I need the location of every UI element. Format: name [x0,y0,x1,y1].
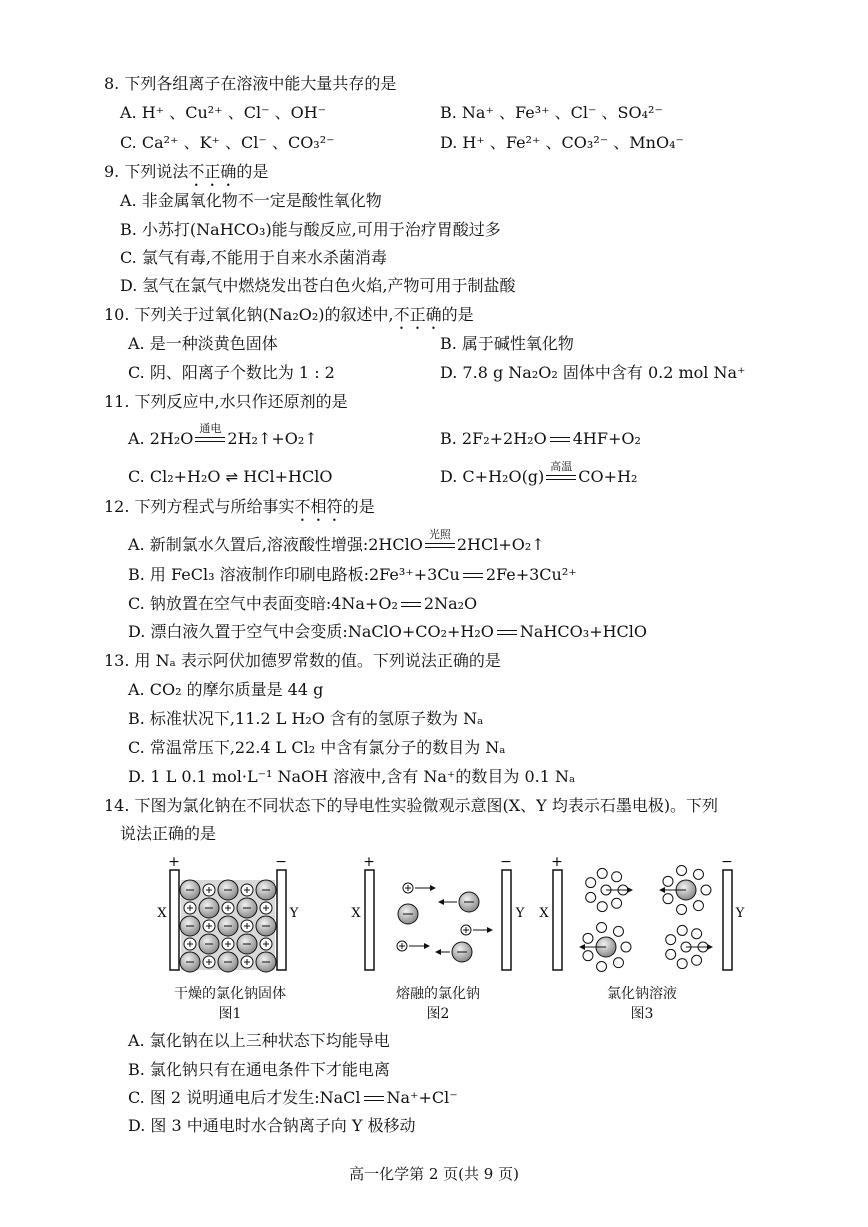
q12-option-b: B. 用 FeCl₃ 溶液制作印刷电路板:2Fe³⁺+3Cu 2Fe+3Cu²⁺ [128,565,577,584]
figure3-y: Y [735,906,745,921]
q13-stem: 13. 用 Nₐ 表示阿伏加德罗常数的值。下列说法正确的是 [104,651,501,670]
water-molecule [666,949,676,959]
water-molecule [677,959,687,969]
water-molecule [693,869,703,879]
figure2-x: X [351,906,361,921]
q14-option-b: B. 氯化钠只有在通电条件下才能电离 [128,1060,390,1079]
water-molecule [583,951,593,961]
figure3-minus: − [721,854,733,870]
q13-option-c: C. 常温常压下,22.4 L Cl₂ 中含有氯分子的数目为 Nₐ [128,738,506,757]
q10-option-c: C. 阴、阳离子个数比为 1 : 2 [128,363,335,382]
water-molecule [693,901,703,911]
q9-stem: 9. 下列说法不正确的是 [104,162,269,181]
water-molecule [597,961,607,971]
figure1-lattice [180,880,276,972]
water-molecule [612,872,622,882]
q11-option-b: B. 2F₂+2H₂O 4HF+O₂ [440,429,641,448]
figure2-plus: + [363,854,375,870]
figure3-x: X [539,906,549,921]
q10-option-a: A. 是一种淡黄色固体 [128,334,278,353]
figure1-caption: 干燥的氯化钠固体 图1 [140,983,320,1023]
figure3-label: 图3 [630,1006,654,1022]
q13-option-b: B. 标准状况下,11.2 L H₂O 含有的氢原子数为 Nₐ [128,709,484,728]
water-molecule [677,904,687,914]
q12-option-c: C. 钠放置在空气中表面变暗:4Na+O₂ 2Na₂O [128,594,478,613]
water-molecule [677,925,687,935]
water-molecule [597,923,607,933]
q14-option-c: C. 图 2 说明通电后才发生:NaCl Na⁺+Cl⁻ [128,1088,458,1107]
q14-option-d: D. 图 3 中通电时水合钠离子向 Y 极移动 [128,1116,416,1135]
q8-option-d: D. H⁺ 、Fe²⁺ 、CO₃²⁻ 、MnO₄⁻ [440,133,684,152]
figure3-solution [539,854,744,970]
water-molecule [692,955,702,965]
q14-stem-line2: 说法正确的是 [120,824,217,843]
water-molecule [677,866,687,876]
water-molecule [597,868,607,878]
q8-option-c: C. Ca²⁺ 、K⁺ 、Cl⁻ 、CO₃²⁻ [120,133,335,152]
water-molecule [663,876,673,886]
figure2-minus: − [500,854,512,870]
q9-emphasis: 不正确 [188,162,237,181]
water-molecule [612,898,622,908]
q13-option-a: A. CO₂ 的摩尔质量是 44 g [128,680,324,699]
figure1-minus: − [275,854,287,870]
figure3-caption: 氯化钠溶液 图3 [552,983,732,1023]
water-molecule [586,878,596,888]
water-molecule [666,935,676,945]
figure2-molten [351,854,524,970]
figure3-hydrated-ions [580,866,712,972]
q10-stem: 10. 下列关于过氧化钠(Na₂O₂)的叙述中,不正确的是 [104,305,474,324]
q12-option-a: A. 新制氯水久置后,溶液酸性增强:2HClO 光照 2HCl+O₂↑ [128,527,545,554]
figure1-label: 图1 [218,1006,242,1022]
q8-option-b: B. Na⁺ 、Fe³⁺ 、Cl⁻ 、SO₄²⁻ [440,103,663,122]
q12-stem: 12. 下列方程式与所给事实不相符的是 [104,497,375,516]
q8-option-a: A. H⁺ 、Cu²⁺ 、Cl⁻ 、OH⁻ [120,103,327,122]
water-molecule [586,892,596,902]
figure2-y: Y [515,906,525,921]
water-molecule [597,902,607,912]
q10-option-b: B. 属于碱性氧化物 [440,334,574,353]
figure2-caption: 熔融的氯化钠 图2 [348,983,528,1023]
q9-option-a: A. 非金属氧化物不一定是酸性氧化物 [120,191,382,210]
figure1-y: Y [289,906,299,921]
q12-emphasis: 不相符 [294,497,343,516]
q11-option-d: D. C+H₂O(g) 高温 CO+H₂ [440,459,638,486]
figure1-x: X [157,906,167,921]
q9-option-d: D. 氢气在氯气中燃烧发出苍白色火焰,产物可用于制盐酸 [120,276,516,295]
q10-emphasis: 不正确 [393,305,442,324]
figure2-label: 图2 [426,1006,450,1022]
figure1-plus: + [168,854,180,870]
water-molecule [583,933,593,943]
q8-stem: 8. 下列各组离子在溶液中能大量共存的是 [104,74,397,93]
water-molecule [613,926,623,936]
q14-stem-line1: 14. 下图为氯化钠在不同状态下的导电性实验微观示意图(X、Y 均表示石墨电极)。下列 [104,796,719,815]
q14-option-a: A. 氯化钠在以上三种状态下均能导电 [128,1031,390,1050]
page-footer: 高一化学第 2 页(共 9 页) [349,1165,519,1183]
nacl-conductivity-figure [140,850,760,1030]
water-molecule [701,885,711,895]
figure3-plus: + [551,854,563,870]
water-molecule [692,929,702,939]
water-molecule [663,894,673,904]
q12-option-d: D. 漂白液久置于空气中会变质:NaClO+CO₂+H₂O NaHCO₃+HClO [128,622,648,641]
water-molecule [621,942,631,952]
q9-option-c: C. 氯气有毒,不能用于自来水杀菌消毒 [120,248,387,267]
q10-option-d: D. 7.8 g Na₂O₂ 固体中含有 0.2 mol Na⁺ [440,363,746,382]
water-molecule [613,958,623,968]
q13-option-d: D. 1 L 0.1 mol·L⁻¹ NaOH 溶液中,含有 Na⁺的数目为 0.1 Nₐ [128,767,576,786]
q11-stem: 11. 下列反应中,水只作还原剂的是 [104,392,348,411]
q11-option-a: A. 2H₂O 通电 2H₂↑+O₂↑ [128,421,318,448]
q9-option-b: B. 小苏打(NaHCO₃)能与酸反应,可用于治疗胃酸过多 [120,220,501,239]
q11-option-c: C. Cl₂+H₂O ⇌ HCl+HClO [128,467,333,486]
